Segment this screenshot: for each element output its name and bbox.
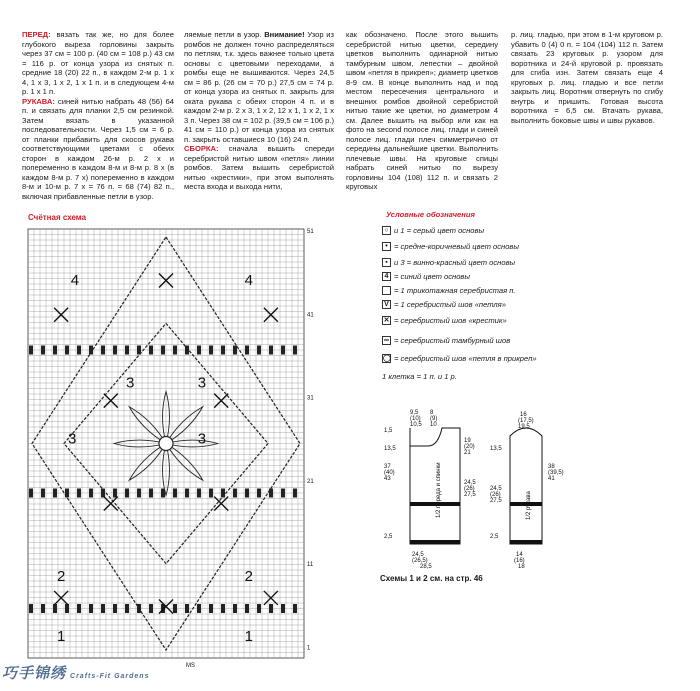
front-dimension-label: (9) xyxy=(430,416,438,422)
legend-text: и 1 = серый цвет основы xyxy=(394,226,485,235)
band-stitch xyxy=(185,346,189,355)
band-stitch xyxy=(137,489,141,498)
sleeve-dimension-label: (16) xyxy=(514,558,525,564)
legend-item xyxy=(382,272,470,281)
legend-item xyxy=(382,286,516,295)
flower-center xyxy=(159,437,173,451)
sleeve-piece xyxy=(510,428,542,544)
band-stitch xyxy=(281,489,285,498)
sleeve-hem-band xyxy=(510,540,542,544)
band-stitch xyxy=(113,604,117,613)
band-stitch xyxy=(41,489,45,498)
region-label: 3 xyxy=(67,430,77,448)
legend-text: и 3 = винно-красный цвет основы xyxy=(394,258,516,267)
pattern-pieces xyxy=(384,410,564,570)
row-number: 11 xyxy=(307,562,314,569)
front-band xyxy=(410,502,460,506)
band-stitch xyxy=(257,346,261,355)
knitting-chart xyxy=(20,223,320,669)
row-number: 21 xyxy=(307,478,314,485)
sleeve-dimension-label: 16 xyxy=(520,412,527,418)
legend-text: = синий цвет основы xyxy=(394,272,470,281)
band-stitch xyxy=(125,346,129,355)
front-dimension-label: (26) xyxy=(464,486,475,492)
front-dimension-label: 10 xyxy=(430,422,437,428)
band-stitch xyxy=(245,604,249,613)
band-stitch xyxy=(53,346,57,355)
legend-text: = серебристый шов «петля в прикреп» xyxy=(394,354,537,363)
legend-text: = серебристый тамбурный шов xyxy=(394,336,511,345)
band-stitch xyxy=(233,604,237,613)
band-stitch xyxy=(197,346,201,355)
legend-symbol-icon: ∞ xyxy=(384,337,389,344)
region-label: 1 xyxy=(56,627,66,645)
row-number: 51 xyxy=(307,229,314,235)
front-dimension-label: 13,5 xyxy=(384,446,396,452)
section-heading-sleeves: РУКАВА: xyxy=(22,96,55,106)
band-stitch xyxy=(245,489,249,498)
legend-symbol-icon: ◯ xyxy=(383,355,391,362)
band-stitch xyxy=(53,489,57,498)
instruction-column-2 xyxy=(184,30,334,192)
front-back-piece xyxy=(410,428,460,544)
region-label: 3 xyxy=(197,430,207,448)
legend-symbol-icon: V xyxy=(382,300,391,309)
section-heading-front: ПЕРЕД: xyxy=(22,30,51,39)
front-dimension-label: 21 xyxy=(464,450,471,456)
region-label: 3 xyxy=(197,374,207,392)
legend-text: = средне-коричневый цвет основы xyxy=(394,242,519,251)
band-stitch xyxy=(245,346,249,355)
region-label: 2 xyxy=(244,567,253,585)
band-stitch xyxy=(101,346,105,355)
chart-title: Счётная схема xyxy=(28,213,87,222)
pattern-schematic xyxy=(380,398,570,568)
row-number: 1 xyxy=(307,645,311,652)
band-stitch xyxy=(77,346,81,355)
band-stitch xyxy=(209,346,213,355)
sleeve-dimension-label: (17,5) xyxy=(518,418,534,424)
legend-item xyxy=(382,336,510,345)
section-heading-assembly: СБОРКА: xyxy=(184,144,219,153)
legend-symbol-icon: ✕ xyxy=(383,317,390,324)
legend-item xyxy=(382,242,519,251)
row-number: 31 xyxy=(307,395,314,402)
band-stitch xyxy=(173,346,177,355)
front-dimension-label: 28,5 xyxy=(420,564,432,570)
legend-title: Условные обозначения xyxy=(386,210,475,219)
assembly-instructions-cont: как обозначено. После этого вышить серебристой нитью цветки, середину цветков выполнить одинарной нитью тамбурным швом, лепестки – двойной швом «петля в прикреп»; диаметр цветков 8-9 см. В конце выполнить над и под местом пересечения центрального и внешних ромбов двойной серебристой нитью такие же цветки, но диаметром 4 см. Далее вышить на выбор или как на фото на second полосе лиц. глади и синей полосе лиц. глади плеч симметрично от середины дальнейшие цветки. Выполнить плечевые швы. На круговые спицы набрать синей нитью по вырезу горловины 104 (108) 112 п. и связать 2 круговых xyxy=(346,30,498,191)
band-stitch xyxy=(281,604,285,613)
legend-text: 1 клетка = 1 п. и 1 р. xyxy=(382,372,457,381)
front-dimension-label: 2,5 xyxy=(384,534,393,540)
band-stitch xyxy=(209,489,213,498)
region-label: 3 xyxy=(125,374,135,392)
band-stitch xyxy=(149,604,153,613)
band-stitch xyxy=(293,489,297,498)
front-hem-band xyxy=(410,540,460,544)
chart-grid xyxy=(28,229,314,669)
band-stitch xyxy=(77,489,81,498)
band-stitch xyxy=(185,489,189,498)
front-dimension-label: 24,5 xyxy=(464,480,476,486)
band-stitch xyxy=(77,604,81,613)
front-instructions: вязать так же, но для более глубокого выреза горловины закрыть через 37 см = 100 р. (40 см = 108 р.) 43 см = 116 р. от конца узора из снятых п. средние 18 (20) 22 п., в каждом 2-м р. 1 х 4, 1 х 3, 1 х 2, 1 х 1 п. и в следующем 4-м р. 1 х 1 п. xyxy=(22,30,174,96)
band-stitch xyxy=(89,604,93,613)
region-label: 2 xyxy=(56,567,66,585)
band-stitch xyxy=(293,346,297,355)
legend-item xyxy=(382,300,506,309)
band-stitch xyxy=(221,346,225,355)
band-stitch xyxy=(29,604,33,613)
legend-symbol-icon: ▪ xyxy=(382,258,391,267)
sleeve-dimension-label: 1/2 рукава xyxy=(526,491,532,520)
legend-text: = 1 трикотажная серебристая п. xyxy=(394,286,516,295)
band-stitch xyxy=(233,346,237,355)
band-stitch xyxy=(29,346,33,355)
band-stitch xyxy=(101,604,105,613)
region-label: 1 xyxy=(244,627,253,645)
instruction-column-3 xyxy=(346,30,498,192)
band-stitch xyxy=(173,604,177,613)
instruction-column-1 xyxy=(22,30,174,201)
band-stitch xyxy=(257,489,261,498)
legend-symbol-icon: • xyxy=(382,242,391,251)
band-stitch xyxy=(41,346,45,355)
band-stitch xyxy=(29,489,33,498)
front-dimension-label: 10,5 xyxy=(410,422,422,428)
band-stitch xyxy=(149,489,153,498)
band-stitch xyxy=(257,604,261,613)
front-dimension-label: 19 xyxy=(464,438,471,444)
attention-note: Внимание! xyxy=(264,30,305,39)
watermark-sub: Crafts-Fit Gardens xyxy=(70,673,150,680)
legend-symbol-icon xyxy=(382,286,391,295)
legend-item xyxy=(382,372,457,381)
band-stitch xyxy=(197,604,201,613)
sleeve-dimension-label: (26) xyxy=(490,492,501,498)
legend-item xyxy=(382,354,537,363)
band-stitch xyxy=(269,604,273,613)
watermark-logo xyxy=(2,662,149,683)
collar-instructions: р. лиц. гладью, при этом в 1-м круговом р. убавить 0 (4) 0 п. = 104 (104) 112 п. Затем связать 23 круговых р. узором для воротника и 24-й круговой р. провязать для сгиба изн. Затем связать еще 4 круговых р. лиц. гладью и все петли закрыть лиц. Воротник отвернуть по сгибу внутрь и пришить. Готовая высота воротника = 6,5 см. Втачать рукава, выполнить боковые швы и швы рукавов. xyxy=(511,30,663,125)
front-dimension-label: 8 xyxy=(430,410,434,416)
band-stitch xyxy=(281,346,285,355)
row-number: 41 xyxy=(307,312,314,319)
band-stitch xyxy=(269,346,273,355)
band-stitch xyxy=(149,346,153,355)
legend-item xyxy=(382,316,507,325)
region-label: 4 xyxy=(70,271,80,289)
band-stitch xyxy=(197,489,201,498)
attention-text: Узор из ромбов не должен точно распределяться по петлям, т.к. здесь важнее только цвета основы с цветовыми переходами, а ромбы еще не вышиваются. Через 24,5 см = 86 р. (26 см = 70 р.) 27,5 см = 74 р. от конца узора из снятых п. закрыть для оката рукава с обеих сторон 4 п. и в каждом 2-м р. 2 х 3, 1 х 2, 12 х 1, 1 х 2, 1 х 3 п. Через 38 см = 102 р. (39,5 см = 106 р.) 41 см = 110 р.) от конца узора из снятых п. закрыть оставшиеся 10 (16) 24 п. xyxy=(184,30,335,144)
front-dimension-label: (40) xyxy=(384,470,395,476)
band-stitch xyxy=(89,489,93,498)
legend-item xyxy=(382,226,484,235)
pattern-footer-note: Схемы 1 и 2 см. на стр. 46 xyxy=(380,574,483,583)
sleeve-dimension-label: 41 xyxy=(548,476,555,482)
instruction-column-4 xyxy=(511,30,663,125)
sleeve-dimension-label: 18 xyxy=(518,564,525,570)
sleeve-dimension-label: 13,5 xyxy=(490,446,502,452)
region-label: 4 xyxy=(244,271,253,289)
legend-symbol-icon: 4 xyxy=(382,272,391,281)
legend-symbol-icon: ○ xyxy=(382,226,391,235)
sleeve-dimension-label: (39,5) xyxy=(548,470,564,476)
sleeve-dimension-label: 14 xyxy=(516,552,523,558)
band-stitch xyxy=(233,489,237,498)
front-dimension-label: 1/2 переда и спинки xyxy=(436,462,442,518)
band-stitch xyxy=(41,604,45,613)
band-stitch xyxy=(209,604,213,613)
legend-item xyxy=(382,258,515,267)
front-dimension-label: (26,5) xyxy=(412,558,428,564)
front-dimension-label: 9,5 xyxy=(410,410,419,416)
front-dimension-label: 24,5 xyxy=(412,552,424,558)
legend-text: = серебристый шов «крестик» xyxy=(394,316,507,325)
band-stitch xyxy=(65,346,69,355)
sleeve-instructions: синей нитью набрать 48 (56) 64 п. и связать для планки 2,5 см резинкой. Затем вязать в указанной последовательности. Через 1,5 см = 6 р. от планки прибавить для скосов рукава соответствующими цветами с обеих сторон в каждом 26-м р. 2 х и попеременно в каждом 8-м и 8-м р. 8 х (в каждом 8-м р. 7 х) попеременно в каждом 8-м и 10-м р. 7 х = 76 п. = 68 (74) 82 п., включая прибавленные петли в узор. xyxy=(22,96,174,201)
sleeve-dimension-label: 24,5 xyxy=(490,486,502,492)
watermark-text: 巧手锦绣 xyxy=(2,665,67,682)
band-stitch xyxy=(65,604,69,613)
front-dimension-label: 1,5 xyxy=(384,428,393,434)
center-marker-label: MS xyxy=(186,663,195,669)
band-stitch xyxy=(113,489,117,498)
band-stitch xyxy=(53,604,57,613)
band-stitch xyxy=(293,604,297,613)
assembly-instructions: сначала вышить спереди серебристой нитью швом «петля» линии ромбов. Затем вышить серебристой нитью «крестики», при этом выполнять места входа и выхода нити, xyxy=(184,144,334,191)
front-dimension-label: (10) xyxy=(410,416,421,422)
sleeve-dimension-label: 38 xyxy=(548,464,555,470)
front-dimension-label: 37 xyxy=(384,464,391,470)
band-stitch xyxy=(125,604,129,613)
band-stitch xyxy=(161,346,165,355)
sleeve-instructions-cont: ляемые петли в узор. xyxy=(184,30,265,39)
sleeve-dimension-label: 27,5 xyxy=(490,498,502,504)
legend-text: = 1 серебристый шов «петля» xyxy=(394,300,506,309)
band-stitch xyxy=(221,604,225,613)
sleeve-dimension-label: 19,5 xyxy=(518,424,530,430)
band-stitch xyxy=(125,489,129,498)
front-dimension-label: (20) xyxy=(464,444,475,450)
band-stitch xyxy=(185,604,189,613)
front-dimension-label: 27,5 xyxy=(464,492,476,498)
sleeve-dimension-label: 2,5 xyxy=(490,534,499,540)
front-dimension-label: 43 xyxy=(384,476,391,482)
band-stitch xyxy=(173,489,177,498)
band-stitch xyxy=(113,346,117,355)
